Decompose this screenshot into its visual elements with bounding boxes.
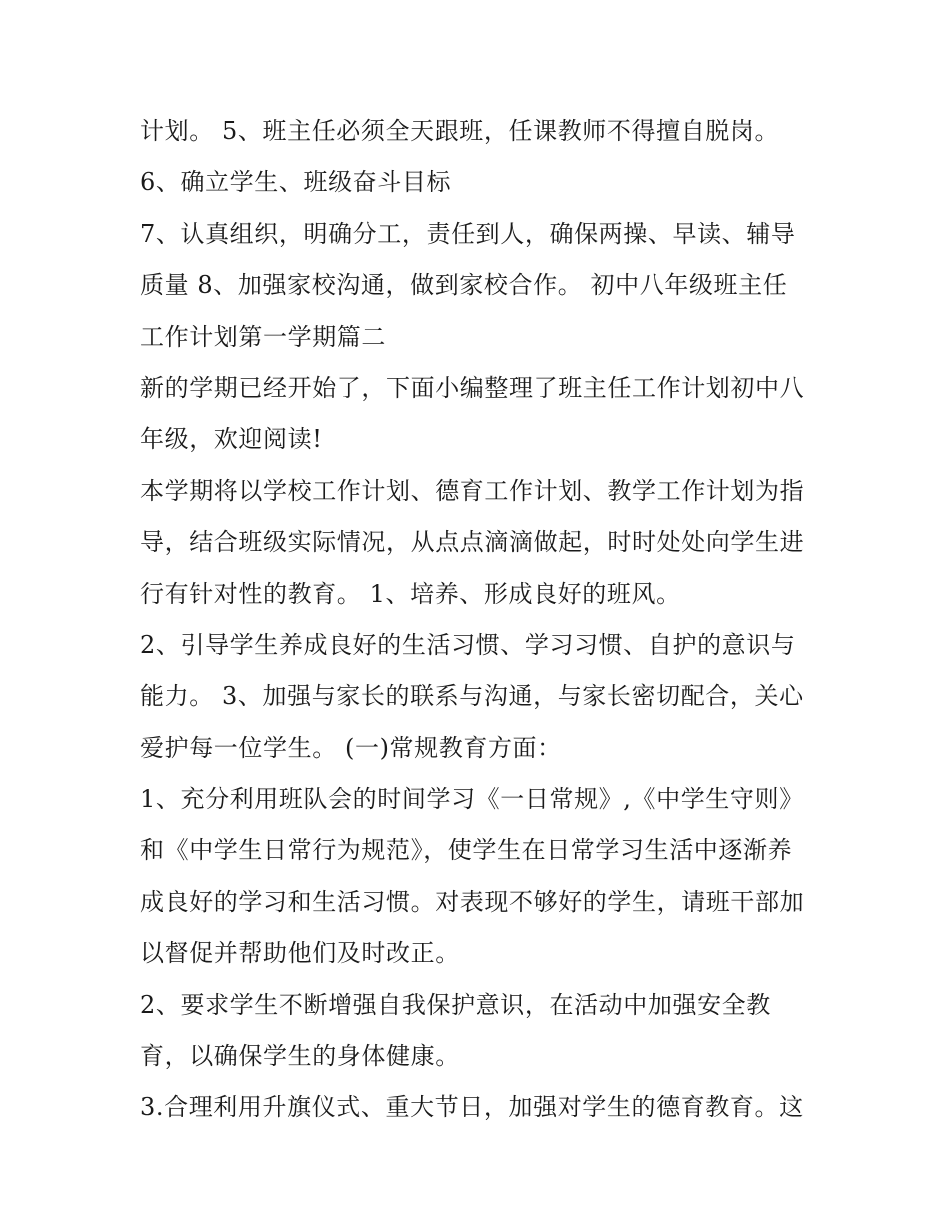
text-line: 以督促并帮助他们及时改正。 [140, 939, 460, 968]
text-line: 成良好的学习和生活习惯。对表现不够好的学生，请班干部加 [140, 887, 805, 916]
text-line: 和《中学生日常行为规范》，使学生在日常学习生活中逐渐养 [140, 836, 793, 865]
text-line: 行有针对性的教育。 1、培养、形成良好的班风。 [140, 579, 681, 608]
text-line: 7、认真组织，明确分工，责任到人，确保两操、早读、辅导 [140, 219, 796, 248]
text-line: 本学期将以学校工作计划、德育工作计划、教学工作计划为指 [140, 476, 805, 505]
text-line: 爱护每一位学生。 (一)常规教育方面： [140, 733, 562, 762]
text-line: 导，结合班级实际情况，从点点滴滴做起，时时处处向学生进 [140, 528, 805, 557]
text-line: 育，以确保学生的身体健康。 [140, 1042, 460, 1071]
body-text [140, 106, 830, 1134]
text-line: 新的学期已经开始了，下面小编整理了班主任工作计划初中八 [140, 373, 805, 402]
text-line: 3.合理利用升旗仪式、重大节日，加强对学生的德育教育。这 [140, 1093, 804, 1122]
text-line: 6、确立学生、班级奋斗目标 [140, 168, 452, 197]
text-line: 1、充分利用班队会的时间学习《一日常规》,《中学生守则》 [140, 785, 804, 814]
text-line: 年级，欢迎阅读! [140, 425, 323, 454]
text-line: 能力。 3、加强与家长的联系与沟通，与家长密切配合，关心 [140, 682, 804, 711]
text-line: 2、引导学生养成良好的生活习惯、学习习惯、自护的意识与 [140, 630, 796, 659]
text-line: 2、要求学生不断增强自我保护意识，在活动中加强安全教 [140, 990, 771, 1019]
text-line: 计划。 5、班主任必须全天跟班，任课教师不得擅自脱岗。 [140, 117, 780, 145]
text-line: 质量 8、加强家校沟通，做到家校合作。 初中八年级班主任 [140, 271, 788, 300]
text-line: 工作计划第一学期篇二 [140, 322, 386, 351]
